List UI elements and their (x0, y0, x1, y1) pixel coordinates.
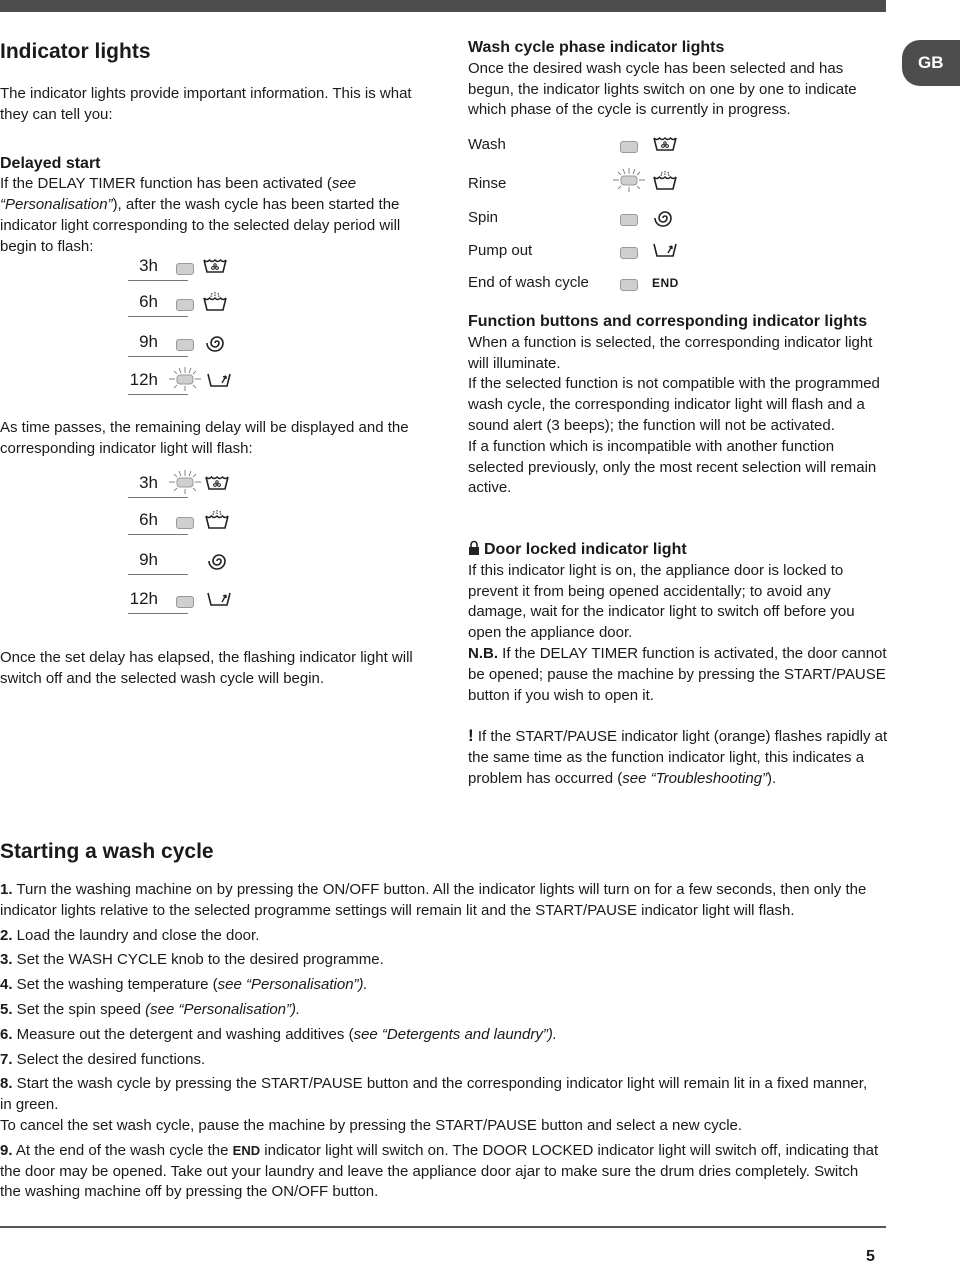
timer-label: 12h (129, 370, 158, 389)
function-buttons-p2: If the selected function is not compatible with the programmed wash cycle, the corresponding indicator light will flash and a sound alert (3 beeps); the function will not be activated. (468, 375, 880, 434)
spin-icon (652, 207, 678, 229)
cancel-text: To cancel the set wash cycle, pause the machine by pressing the START/PAUSE button and select a new cycle. (0, 1116, 743, 1134)
step-8: 8. Start the wash cycle by pressing the START/PAUSE button and the corresponding indicator light will remain lit in a fixed manner, in green. (0, 1075, 868, 1114)
step-7: 7. Select the desired functions. (0, 1050, 206, 1068)
delayed-start-text: If the DELAY TIMER function has been activated (see “Personalisation”), after the wash cycle has been started the indicator light corresponding to the selected delay period will begin to flash: (0, 175, 401, 255)
starting-title: Starting a wash cycle (0, 840, 214, 863)
wash-icon (652, 134, 678, 156)
function-buttons-p1: When a function is selected, the corresponding indicator light will illuminate. (468, 333, 873, 372)
phase-label: Rinse (468, 175, 507, 192)
timer-label: 12h (129, 589, 158, 608)
rinse-icon (652, 169, 678, 191)
step-6: 6. Measure out the detergent and washing additives (see “Detergents and laundry”). (0, 1025, 557, 1043)
timer-row-12h (120, 370, 320, 410)
indicator-led (620, 214, 638, 226)
spin-icon (204, 332, 230, 354)
delay-elapsed-text: Once the set delay has elapsed, the flashing indicator light will switch off and the selected wash cycle will begin. (0, 649, 413, 687)
timer-row-3h (120, 473, 320, 513)
phase-text: Once the desired wash cycle has been selected and has begun, the indicator lights switch on one by one to indicate which phase of the cycle is currently in progress. (468, 59, 857, 119)
pump-out-icon (206, 589, 232, 611)
phase-title: Wash cycle phase indicator lights (468, 39, 725, 56)
indicator-led (176, 596, 194, 608)
indicator-led (176, 339, 194, 351)
rinse-icon (204, 508, 230, 530)
timer-label: 3h (139, 256, 158, 275)
flashing-indicator-icon (168, 366, 202, 392)
wash-icon (202, 256, 228, 278)
left-column (0, 38, 420, 258)
spin-icon (206, 550, 232, 572)
indicator-led (176, 263, 194, 275)
delayed-start-title: Delayed start (0, 154, 101, 172)
phase-label: Wash (468, 136, 506, 153)
door-locked-text: If this indicator light is on, the appliance door is locked to prevent it from being opened accidentally; to avoid any damage, wait for the indicator light to switch off before you open the appliance door. (468, 561, 855, 642)
function-buttons-section (468, 312, 888, 499)
timer-row-6h (120, 292, 320, 332)
door-nb-text: N.B. If the DELAY TIMER function is activated, the door cannot be opened; pause the machine by pressing the START/PAUSE button if you wish to open it. (468, 644, 887, 704)
language-tab: GB (902, 40, 960, 86)
timer-label: 6h (139, 292, 158, 311)
phase-label: Spin (468, 209, 499, 226)
timer-label: 3h (139, 473, 158, 492)
timer-row-12h (120, 589, 320, 629)
starting-section (0, 838, 880, 1207)
lock-icon (468, 540, 480, 556)
indicator-led (620, 247, 638, 259)
door-locked-title: Door locked indicator light (468, 540, 888, 561)
indicator-led (176, 517, 194, 529)
timer-row-6h (120, 510, 320, 550)
step-9: 9. At the end of the wash cycle the END indicator light will switch on. The DOOR LOCKED indicator light will switch off, indicating that the door may be opened. Take out your laundry and leave the appliance door ajar to make sure the drum dries completely. Switch the washing machine off by pressing the ON/OFF button. (0, 1141, 879, 1201)
page-number: 5 (866, 1248, 875, 1265)
indicator-led (176, 299, 194, 311)
step-4: 4. Set the washing temperature (see “Personalisation”). (0, 976, 368, 994)
door-locked-section (468, 540, 888, 790)
indicator-lights-title: Indicator lights (0, 40, 151, 63)
phase-row-rinse (468, 175, 728, 201)
door-warning-text: ! If the START/PAUSE indicator light (orange) flashes rapidly at the same time as the function indicator light, this indicates a problem has occurred (see “Troubleshooting”). (468, 726, 888, 787)
footer-rule (0, 1226, 886, 1228)
indicator-led (620, 279, 638, 291)
pump-out-icon (206, 370, 232, 392)
step-3: 3. Set the WASH CYCLE knob to the desired programme. (0, 951, 384, 969)
phase-label: Pump out (468, 242, 533, 259)
timer-label: 9h (139, 332, 158, 351)
phase-row-spin (468, 209, 728, 235)
step-5: 5. Set the spin speed (see “Personalisation”). (0, 1000, 301, 1018)
step-1: 1. Turn the washing machine on by pressing the ON/OFF button. All the indicator lights will turn on for a few seconds, then only the indicator lights relative to the selected programme settings will remain lit and the START/PAUSE indicator light will flash. (0, 881, 867, 919)
timer-label: 9h (139, 550, 158, 569)
top-bar (0, 0, 886, 12)
phase-row-end (468, 274, 728, 300)
function-buttons-p3: If a function which is incompatible with another function selected previously, only the most recent selection will remain active. (468, 437, 877, 497)
pump-out-icon (652, 240, 678, 262)
warning-icon: ! (468, 726, 474, 746)
step-2: 2. Load the laundry and close the door. (0, 926, 260, 944)
rinse-icon (202, 290, 228, 312)
wash-icon (204, 473, 230, 495)
phase-label: End of wash cycle (468, 274, 589, 291)
timer-row-9h (120, 332, 320, 372)
timer-label: 6h (139, 510, 158, 529)
flashing-indicator-icon (612, 167, 646, 193)
end-label: END (652, 276, 679, 290)
indicator-led (620, 141, 638, 153)
as-time-passes-text: As time passes, the remaining delay will be displayed and the corresponding indicator light will flash: (0, 419, 409, 457)
right-column (468, 38, 888, 121)
phase-row-wash (468, 136, 728, 162)
phase-row-pump-out (468, 242, 728, 268)
function-buttons-title: Function buttons and corresponding indicator lights (468, 313, 868, 330)
indicator-intro: The indicator lights provide important information. This is what they can tell you: (0, 85, 412, 123)
timer-row-9h (120, 550, 320, 590)
flashing-indicator-icon (168, 469, 202, 495)
